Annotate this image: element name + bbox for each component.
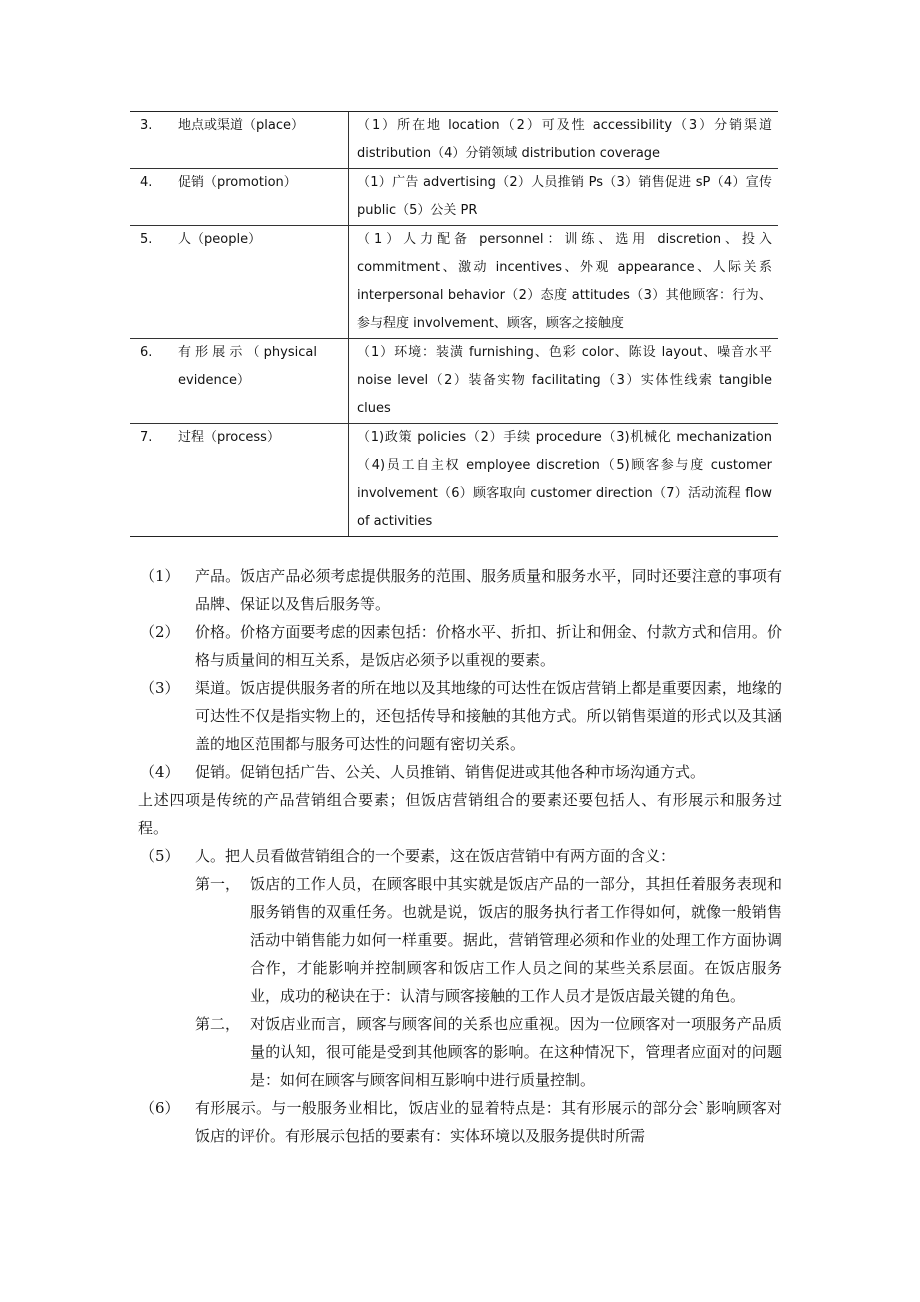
item-text: 人。把人员看做营销组合的一个要素，这在饭店营销中有两方面的含义： — [195, 847, 676, 865]
marketing-mix-table — [130, 111, 778, 537]
table-row — [130, 424, 778, 537]
item-number: （2） — [140, 623, 180, 641]
row-number: 6. — [130, 339, 178, 424]
item-text: 促销。促销包括广告、公关、人员推销、销售促进或其他各种市场沟通方式。 — [195, 763, 706, 781]
item-number: （3） — [140, 679, 180, 697]
table-row — [130, 112, 778, 169]
sub-item-number: 第一， — [195, 875, 241, 893]
sub-item-text: 对饭店业而言，顾客与顾客间的关系也应重视。因为一位顾客对一项服务产品质量的认知，很可能是受到其他顾客的影响。在这种情况下，管理者应面对的问题是：如何在顾客与顾客间相互影响中进行质量控制。 — [250, 1015, 782, 1089]
row-number: 4. — [130, 169, 178, 226]
item-text: 渠道。饭店提供服务者的所在地以及其地缘的可达性在饭店营销上都是重要因素，地缘的可达性不仅是指实物上的，还包括传导和接触的其他方式。所以销售渠道的形式以及其涵盖的地区范围都与服务可达性的问题有密切关系。 — [195, 679, 782, 753]
row-element-name: 有 形 展 示 （ physical evidence） — [178, 339, 349, 424]
list-item-price — [140, 618, 782, 674]
list-item-product — [140, 562, 782, 618]
row-element-name: 地点或渠道（place） — [178, 112, 349, 169]
row-number: 5. — [130, 226, 178, 339]
item-text: 有形展示。与一般服务业相比，饭店业的显着特点是：其有形展示的部分会`影响顾客对饭店的评价。有形展示包括的要素有：实体环境以及服务提供时所需 — [195, 1099, 782, 1145]
row-description: （1）所在地 location（2）可及性 accessibility（3）分销渠道 distribution（4）分销领域 distribution coverage — [349, 112, 779, 169]
table-row — [130, 339, 778, 424]
row-number: 7. — [130, 424, 178, 537]
summary-paragraph: 上述四项是传统的产品营销组合要素；但饭店营销组合的要素还要包括人、有形展示和服务过程。 — [138, 791, 782, 837]
sub-item-first — [195, 870, 782, 1010]
table-row — [130, 226, 778, 339]
list-item-channel — [140, 674, 782, 758]
sub-item-number: 第二， — [195, 1015, 241, 1033]
row-description: （1)政策 policies（2）手续 procedure（3)机械化 mechanization（4)员工自主权 employee discretion（5)顾客参与度 customer involvement（6）顾客取向 customer direction（7）活动流程 flow of activities — [349, 424, 779, 537]
row-description: （1）人力配备 personnel：训练、选用 discretion、投入 commitment、激动 incentives、外观 appearance、人际关系 interpersonal behavior（2）态度 attitudes（3）其他顾客：行为、参与程度 involvement、顾客，顾客之接触度 — [349, 226, 779, 339]
row-element-name: 过程（process） — [178, 424, 349, 537]
item-number: （4） — [140, 763, 180, 781]
row-description: （1）环境：装潢 furnishing、色彩 color、陈设 layout、噪音水平 noise level（2）装备实物 facilitating（3）实体性线索 tangible clues — [349, 339, 779, 424]
list-item-physical-evidence — [140, 1094, 782, 1150]
list-item-people — [140, 842, 782, 870]
item-number: （1） — [140, 567, 180, 585]
list-item-promotion — [140, 758, 782, 786]
item-number: （6） — [140, 1099, 180, 1117]
sub-item-second — [195, 1010, 782, 1094]
row-element-name: 促销（promotion） — [178, 169, 349, 226]
table-row — [130, 169, 778, 226]
body-text — [140, 562, 782, 1150]
item-text: 产品。饭店产品必须考虑提供服务的范围、服务质量和服务水平，同时还要注意的事项有品牌、保证以及售后服务等。 — [195, 567, 782, 613]
row-number: 3. — [130, 112, 178, 169]
item-number: （5） — [140, 847, 180, 865]
row-description: （1）广告 advertising（2）人员推销 Ps（3）销售促进 sP（4）宣传 public（5）公关 PR — [349, 169, 779, 226]
sub-item-text: 饭店的工作人员，在顾客眼中其实就是饭店产品的一部分，其担任着服务表现和服务销售的双重任务。也就是说，饭店的服务执行者工作得如何，就像一般销售活动中销售能力如何一样重要。据此，营销管理必须和作业的处理工作方面协调合作，才能影响并控制顾客和饭店工作人员之间的某些关系层面。在饭店服务业，成功的秘诀在于：认清与顾客接触的工作人员才是饭店最关键的角色。 — [250, 875, 782, 1005]
item-text: 价格。价格方面要考虑的因素包括：价格水平、折扣、折让和佣金、付款方式和信用。价格与质量间的相互关系，是饭店必须予以重视的要素。 — [195, 623, 782, 669]
row-element-name: 人（people） — [178, 226, 349, 339]
